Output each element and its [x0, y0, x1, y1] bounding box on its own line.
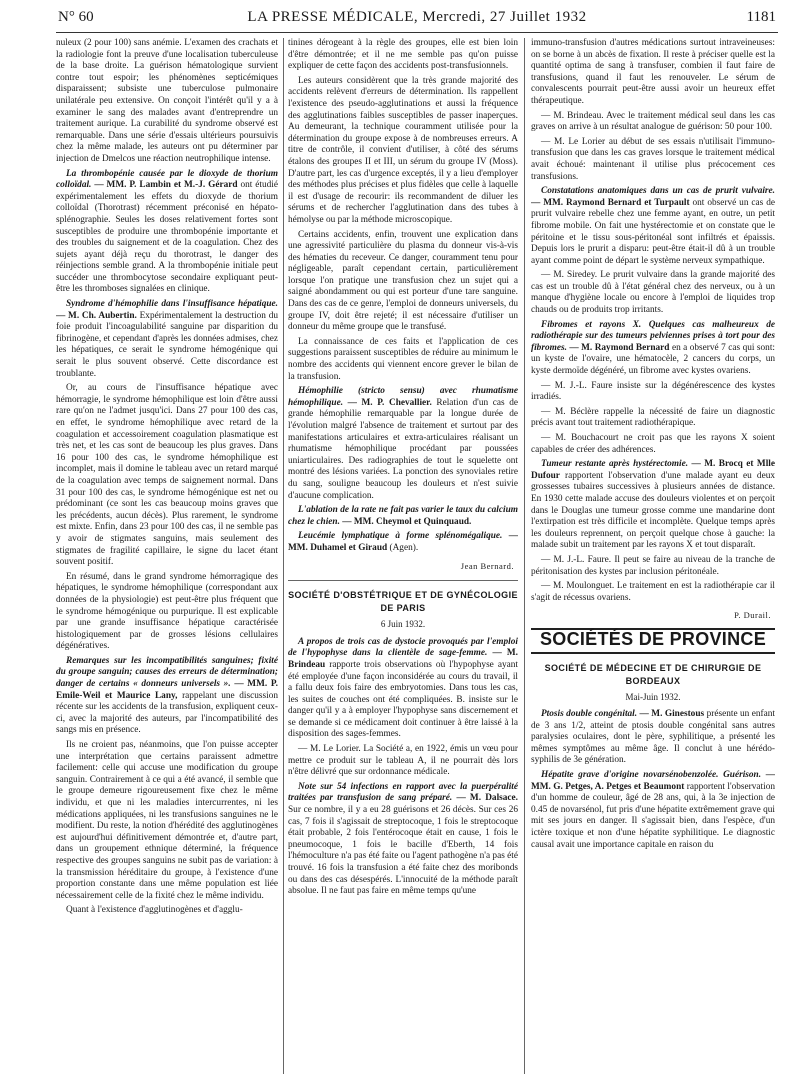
paragraph: — M. Siredey. Le prurit vulvaire dans la grande majorité des cas est un trouble dû à l'état général chez des nerveux, ou à un manque d'hygiène locale ou encore à l'emploi de liquides trop chauds ou de produits trop irritants.	[531, 270, 775, 316]
section-separator	[288, 580, 518, 581]
paragraph: Ils ne croient pas, néanmoins, que l'on puisse accepter une interprétation que certains paraissent admettre facilement: celle qui accuse une modification du groupe sanguin. Contrairement à ce qui a été avancé, il semble que le groupe demeure rigoureusement fixe chez le même individu, et que ni les maladies intercurrentes, ni les médications appliquées, ni les transfusions sanguines ne le modifient. Du reste, la notion d'hérédité des agglutinogènes est aujourd'hui définitivement démontrée et, d'autre part, dans un groupement ethnique déterminé, la fréquence respective des groupes sanguins ne subit pas de variation: à la transmission héréditaire du groupe, à l'existence d'une proportion constante dans une même population est liée nécessairement celle de la fixité chez le même individu.	[56, 740, 278, 901]
paragraph: — M. Brindeau. Avec le traitement médical seul dans les cas graves on arrive à un résultat analogue de guérison: 50 pour 100.	[531, 110, 775, 133]
page-number: 1181	[746, 9, 776, 25]
article-title: Hépatite grave d'origine novarsénobenzolée. Guérison.	[541, 770, 762, 781]
article-dystocie	[288, 637, 518, 741]
article-title: Leucémie lymphatique à forme splénomégalique.	[298, 531, 503, 542]
column-1	[56, 38, 278, 1074]
article-title: L'ablation de la rate ne fait pas varier le taux du calcium chez le chien.	[288, 505, 518, 527]
article-text: Relation d'un cas de grande hémophilie remarquable par la longue durée de l'évolution malgré l'absence de traitement et surtout par des manifestations articulaires et extra-articulaires réalisant un rhumatisme hémophilique procédant par poussées uniarticulaires. Des radiographies de tout le squelette ont montré des lésions variées. La ponction des synoviales retire du sang, souligne beaucoup les douleurs et n'est suivie d'aucune complication.	[288, 397, 518, 501]
session-date: 6 Juin 1932.	[380, 619, 426, 630]
article-authors: — M. Brocq et Mlle Dufour	[531, 459, 775, 481]
article-title: Hémophilie (stricto sensu) avec rhumatisme hémophilique.	[288, 386, 518, 408]
article-text: rappelant une discussion récente sur les accidents de la transfusion, expliquent ceux-ci, avec la majorité des auteurs, par l'incompatibilité des sangs mis en présence.	[56, 690, 278, 736]
session-date: Mai-Juin 1932.	[625, 691, 681, 702]
article-authors: — MM. P. Lambin et M.-J. Gérard	[94, 180, 238, 191]
paragraph: — M. Bouchacourt ne croit pas que les rayons X soient capables de créer des adhérences.	[531, 433, 775, 455]
article-text: Expérimentalement la destruction du foie produit l'incoagulabilité sanguine par disparition du fibrinogène, et cependant d'après les données admises, chez les hépatiques, ce serait le syndrome hémogénique qui serait le plus souvent observé. Cette discordance est troublante.	[56, 310, 278, 379]
article-authors: — M. Dalsace.	[456, 793, 518, 804]
paragraph: Certains accidents, enfin, trouvent une explication dans une agressivité particulière du plasma du donneur vis-à-vis des hématies du receveur. Ce danger, couramment tenu pour négligeable, paraît cependant certain, particulièrement lorsque l'on pratique une transfusion chez un sujet qui a saigné abondamment ou qui est porteur d'une tare sanguine. Dans des cas de ce genre, l'emploi de donneurs universels, du groupe IV, doit être rejeté; il est nécessaire d'utiliser un donneur du même groupe que le transfusé.	[288, 229, 518, 333]
article-text: ont observé un cas de prurit vulvaire rebelle chez une femme ayant, en outre, un petit fibrome mobile. On fait une hystérectomie et on constate que le péritoine et le tissu sous-péritonéal sont infiltrés et épaissis. Depuis lors le prurit a disparu: peut-être était-il dû à un trouble ayant comme point de départ le système nerveux sympathique.	[531, 197, 775, 266]
article-text: (Agen).	[389, 542, 419, 553]
article-ptosis	[531, 709, 775, 767]
article-text: ont étudié expérimentalement les effets du dioxyde de thorium colloïdal (Thorotrast) récemment préconisé en hépato-splénographie. Seules les doses relativement fortes sont susceptibles de produire une thrombopénie importante et des troubles du saignement et de la coagulation. Chez des sujets ayant déjà reçu du thorotrast, le danger des réinjections semble grand. A la thrombopénie initiale peut succéder une thrombocytose secondaire expliquant peut-être les thromboses signalées en clinique.	[56, 180, 278, 295]
article-infections-puerperales	[288, 782, 518, 898]
paragraph: Or, au cours de l'insuffisance hépatique avec hémorragie, le syndrome hémophilique est loin d'être aussi rare qu'on ne l'admet jusqu'ici. Dans 27 pour 100 des cas, en effet, le syndrome hémophilique avec retard de la coagulation et accessoirement coagulation plasmatique est très net, et les cas sont de beaucoup les plus graves. Dans 16 pour 100 des cas, le syndrome hémophilique est incomplet, mais il domine le tableau avec un retard marqué de la coagulation avec temps de saignement normal. Dans 31 pour 100 des cas, le syndrome hémogénique est net ou prédominant (ce sont les cas beaucoup moins graves que les précédents, aucun décès). Plus rarement, le syndrome est mixte. Enfin, dans 23 pour 100 des cas, il ne semble pas y avoir de stigmates sanguins, mais seulement des stigmates de fragilité capillaire, le signe du lacet étant souvent positif.	[56, 383, 278, 568]
article-authors: — MM. Raymond Bernard et Turpault	[531, 197, 690, 208]
article-tumeur-restante	[531, 459, 775, 552]
paragraph: — M. Le Lorier. La Société a, en 1922, émis un vœu pour mettre ce produit sur le tableau A, il ne pourrait dès lors n'être délivré que sur ordonnance médicale.	[288, 744, 518, 778]
column-divider	[524, 38, 525, 1074]
article-text: rapporte trois observations où l'hypophyse ayant été employée d'une façon inconsidérée au cours du travail, il a fallu deux fois faire des embryotomies. Dans tous les cas, les suites de couches ont été compliquées. B. insiste sur le danger qu'il y a à employer l'hypophyse sans discernement et se demande si ce médicament doit continuer à être laissé à la disposition des sages-femmes.	[288, 659, 518, 740]
page-header	[56, 4, 778, 30]
paragraph: Les auteurs considèrent que la très grande majorité des accidents relèvent d'erreurs de détermination. Ils rappellent l'existence des pseudo-agglutinations et aussi la fréquence des agglutinations faibles susceptibles de passer inaperçues. Au demeurant, la technique couramment utilisée pour la détermination du groupe expose à de nombreuses erreurs. A titre de contrôle, il convient d'utiliser, à côté des sérums étalons des groupes II et III, un sérum du groupe IV (Moss). D'autre part, les cas d'urgence exceptés, il y a lieu d'employer des méthodes plus précises et plus fidèles que celle à laquelle il est d'usage de recourir: ils recommandent de diluer les sérums et de rechercher l'agglutination dans des tubes à hémolyse ou par la méthode microscopique.	[288, 75, 518, 225]
paragraph: nuleux (2 pour 100) sans anémie. L'examen des crachats et la radiologie font la preuve d'une localisation tuberculeuse de la base droite. La guérison hématologique survient contre tout espoir; les phénomènes septicémiques disparaissent; subsiste une tuberculose pulmonaire unilatérale peu extensive. On conçoit l'intérêt qu'il y a à examiner le sang des malades avant d'entreprendre un traitement aurique. La curabilité du syndrome observé est remarquable. Dans une série d'essais ultérieurs poursuivis chez la même malade, les auteurs ont pu déterminer par injection de Dmelcos une réaction neutrophilique intense.	[56, 38, 278, 164]
article-authors: — M. Ginestous	[639, 709, 705, 720]
signature: P. Durail.	[734, 610, 771, 621]
article-authors: — M. Raymond Bernard	[569, 342, 670, 353]
article-authors: — MM. P. Emile-Weil et Maurice Lany,	[56, 679, 278, 701]
article-text: Sur ce nombre, il y a eu 28 guérisons et 26 décès. Sur ces 26 cas, 7 fois il s'agissait de streptocoque, 1 fois le streptocoque était probable, 2 fois l'entérocoque était en cause, 1 fois le pneumocoque, 1 fois le bacille d'Eberth, 14 fois l'hémoculture n'a pas été faite ou l'agent pathogène n'a pas été trouvé. 16 fois la transfusion a été faite chez des moribonds ou dans des cas désespérés. L'innocuité de la méthode paraît absolue. Il ne faut pas faire en même temps qu'une	[288, 805, 518, 897]
article-title: Constatations anatomiques dans un cas de prurit vulvaire.	[541, 186, 775, 197]
article-hemophilie-rhumatisme	[288, 386, 518, 502]
article-text: en a observé 7 cas qui sont: un kyste de l'ovaire, une hématocèle, 2 cancers du corps, un kyste dermoïde dégénéré, un fibrome avec kystes ovariens.	[531, 342, 775, 377]
article-title: Ptosis double congénital.	[541, 709, 638, 720]
article-title: Tumeur restante après hystérectomie.	[541, 459, 689, 470]
paragraph: — M. Le Lorier au début de ses essais n'utilisait l'immuno-transfusion que dans les cas graves lorsque le traitement médical avait échoué: maintenant il utilise plus précocement ces transfusions.	[531, 136, 775, 182]
article-title: A propos de trois cas de dystocie provoqués par l'emploi de l'hypophyse dans la clientèle de sage-femme.	[288, 636, 518, 659]
article-authors: — MM. Duhamel et Giraud	[288, 531, 518, 553]
paragraph: tinines dérogeant à la règle des groupes, elle est bien loin d'être démontrée; et il ne me semble pas qu'on puisse expliquer de cette façon des accidents post-transfusionnels.	[288, 38, 518, 72]
paragraph: immuno-transfusion d'autres médications surtout intraveineuses: on se borne à un abcès de fixation. Il reste à préciser quelle est la quantité optima de sang à transfuser, combien il faut faire de transfusions, quand il faut les renouveler. Le sérum de convalescents pourrait peut-être aussi avoir un heureux effet thérapeutique.	[531, 38, 775, 106]
article-ablation-rate	[288, 505, 518, 528]
article-hemophilie-hepatique	[56, 299, 278, 380]
paragraph: Quant à l'existence d'agglutinogènes et d'agglu-	[66, 905, 243, 916]
article-authors: — M. Ch. Aubertin.	[56, 310, 137, 321]
article-authors: — M. P. Chevallier.	[347, 397, 432, 408]
article-text: présente un enfant de 3 ans 1/2, atteint de ptosis double congénital sans autres paralysies oculaires, dont le père, syphilitique, a présenté les mêmes symptômes au même âge. Il conclut à une hérédo-syphilis de 3e génération.	[531, 709, 775, 766]
article-fibromes-rayons-x	[531, 320, 775, 378]
section-title: SOCIÉTÉS DE PROVINCE	[531, 628, 775, 654]
column-3	[531, 38, 775, 1074]
paragraph: — M. J.-L. Faure insiste sur la dégénérescence des kystes irradiés.	[531, 380, 775, 403]
column-divider	[283, 38, 284, 1074]
article-authors: — M. Brindeau	[288, 648, 518, 670]
article-prurit-vulvaire	[531, 186, 775, 267]
issue-number: N° 60	[58, 9, 94, 25]
column-2	[288, 38, 518, 1074]
paragraph: — M. Moulonguet. Le traitement en est la radiothérapie car il s'agit de récessus ovariens.	[531, 581, 775, 603]
article-title: Note sur 54 infections en rapport avec la puerpéralité traitées par transfusion de sang préparé.	[288, 781, 518, 804]
header-rule	[56, 32, 778, 33]
article-text: rapportent l'observation d'une malade ayant eu deux grossesses tubaires successives à plusieurs années de distance. En 1930 cette malade accuse des douleurs violentes et on perçoit dans le Douglas une tumeur grosse comme une mandarine dont l'extirpation est très difficile et incomplète. Quelque temps après les douleurs reprennent, on perçoit quelque chose à gauche: la malade subit un traitement par les rayons X et tout disparaît.	[531, 470, 775, 551]
article-title: Syndrome d'hémophilie dans l'insuffisance hépatique.	[66, 299, 278, 310]
paragraph: La connaissance de ces faits et l'application de ces suggestions paraissent susceptibles de réduire au minimum le nombre des accidents qui viennent encore grever le bilan de la transfusion.	[288, 336, 518, 382]
paragraph: En résumé, dans le grand syndrome hémorragique des hépatiques, le syndrome hémophilique (correspondant aux données de la physiologie) est peut-être plus fréquent que le syndrome hémogénique ou purpurique. Il est explicable par une grande insuffisance hépatique caractérisée histologiquement par de grosses lésions cellulaires dégénératives.	[56, 571, 278, 652]
article-hepatite	[531, 770, 775, 851]
article-thrombopenie	[56, 169, 278, 297]
society-heading: SOCIÉTÉ D'OBSTÉTRIQUE ET DE GYNÉCOLOGIE DE PARIS	[288, 590, 518, 614]
article-title: Fibromes et rayons X. Quelques cas malheureux de radiothérapie sur des tumeurs pelviennes prises à tort pour des fibromes.	[531, 319, 775, 353]
article-text: rapportent l'observation d'un homme de couleur, âgé de 28 ans, qui, à la 3e injection de 0.45 de novarsénol, fut pris d'une hépatite extrêmement grave qui mit ses jours en danger. Il s'agissait bien, dans l'espèce, d'un ictère toxique et non d'une hépatite syphilitique. Le diagnostic causal avait une importance capitale en raison du	[531, 781, 775, 850]
article-title: La thrombopénie causée par le dioxyde de thorium colloïdal.	[56, 168, 278, 191]
journal-title: LA PRESSE MÉDICALE, Mercredi, 27 Juillet 1932	[247, 9, 587, 25]
article-authors: — MM. Cheymol et Quinquaud.	[342, 516, 472, 527]
paragraph: — M. Béclère rappelle la nécessité de faire un diagnostic précis avant tout traitement radiothérapique.	[531, 406, 775, 429]
article-incompatibilites	[56, 656, 278, 737]
article-title: Remarques sur les incompatibilités sanguines; fixité du groupe sanguin; causes des erreurs de détermination; danger de certains « donneurs universels ».	[56, 655, 278, 690]
article-authors: — MM. G. Petges, A. Petges et Beaumont	[531, 770, 775, 792]
paragraph: — M. J.-L. Faure. Il peut se faire au niveau de la tranche de péritonisation des kystes par inclusion péritonéale.	[531, 554, 775, 577]
society-heading: SOCIÉTÉ DE MÉDECINE ET DE CHIRURGIE DE BORDEAUX	[544, 662, 762, 686]
signature: Jean Bernard.	[460, 560, 514, 571]
article-leucemie	[288, 531, 518, 554]
